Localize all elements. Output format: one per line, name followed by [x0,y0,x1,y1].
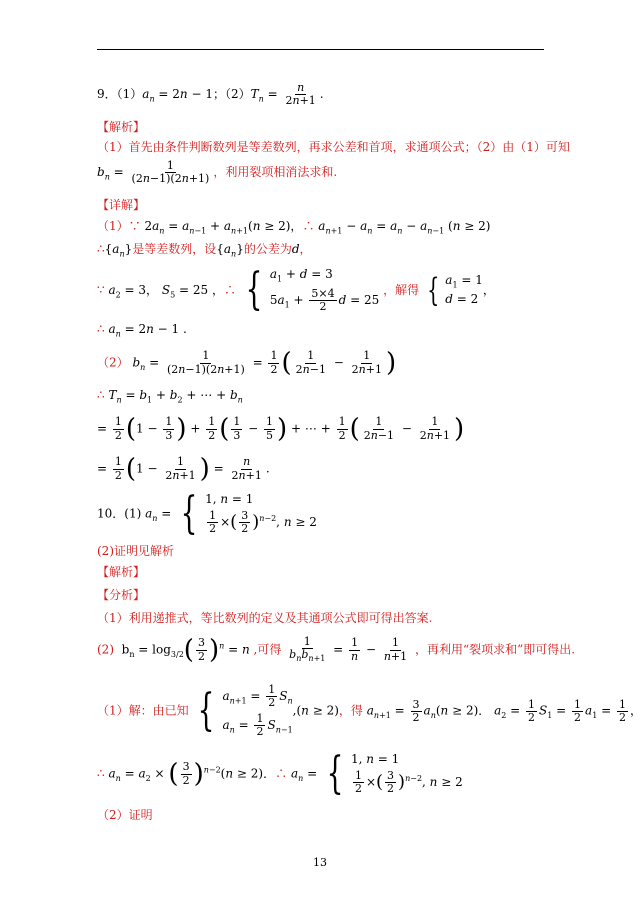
p10-answer: 10．(1) $a_n$ = { 1, n = 1 $\frac{1}{2}$ ×( $\frac{3}{2}$ )$^{n-2}$, n ≥ 2 [97,488,317,539]
p10-answer-2: (2)证明见解析 [97,544,174,558]
p9-detail-7: = $\frac{1}{2}$ (1 − $\frac{1}{3}$ ) + $\frac{1}{2}$ ( $\frac{1}{3}$ − $\frac{1}{5}$ ) + ⋯ + $\frac{1}{2}$ ( $\frac{1}{2n-1}$ − $\frac{1}{2n+1}$ ) [97,414,465,444]
p10-solution-3: （2）证明 [97,808,153,822]
p10-fenxi-tag: 【分析】 [97,588,146,602]
p10-fenxi-2: (2) $b_n = \log_{3/2}$( $\frac{3}{2}$ )$^n$ = n ,可得 $\frac{1}{b_nb_{n+1}}$ = $\frac{1}{n}$ − $\frac{1}{n+1}$ ，再利用“裂项求和”即可得出. [97,635,576,666]
p9-detail-8: = $\frac{1}{2}$ (1 − $\frac{1}{2n+1}$ ) = $\frac{n}{2n+1}$ . [97,454,270,484]
p10-fenxi-1: （1）利用递推式，等比数列的定义及其通项公式即可得出答案. [97,611,433,625]
p9-detail-2: $\therefore\{a_n\}$是等差数列，设$\{a_n\}$的公差为d， [97,242,312,259]
p9-detail-1: （1）∵ $2a_n = a_{n-1} + a_{n+1}(n \ge 2)$，∴ $a_{n+1} - a_n = a_n - a_{n-1}$ (n ≥ 2) [97,219,491,236]
p9-detail-5: （2） $b_n$ = $\frac{1}{(2n-1)(2n+1)}$ = $\frac{1}{2}$ ( $\frac{1}{2n-1}$ − $\frac{1}{2n+1}$ ) [97,348,397,378]
p9-detail-4: ∴ $a_n = 2n - 1$ . [97,322,187,339]
p9-xiangjie-tag: 【详解】 [97,198,146,212]
p9-detail-3: ∵ $a_2 = 3$， $S_5 = 25$ ，∴ { $a_1 + d = 3$ $5a_1$ + $\frac{5\times 4}{2}$ d = 25 ，解得 { $a_1 = 1$ d = 2 ， [97,264,495,316]
header-rule [97,49,544,50]
p10-solution-1: （1）解：由已知 { $a_{n+1}$ = $\frac{1}{2}$ $S_n$ $a_n$ = $\frac{1}{2}$ $S_{n-1}$ ,(n ≥ 2)，得 $a_{n+1}$ = $\frac{3}{2}$ $a_n(n \ge 2)$． $a_2$ = $\frac{1}{2}$ $S_1$ = $\frac{1}{2}$ $a_1$ = $\frac{1}{2}$ ， [97,683,642,739]
p9-jiexi-tag: 【解析】 [97,120,146,134]
p9-answer: 9．$(1)a_n = 2n - 1$；$(2)T_n$ = $\frac{n}{2n+1}$ . [97,81,324,108]
p10-solution-2: ∴ $a_n = a_2$ × ( $\frac{3}{2}$ )$^{n-2}$(n ≥ 2)．∴ $a_n$ = { 1, n = 1 $\frac{1}{2}$ ×( $\frac{3}{2}$ )$^{n-2}$, n ≥ 2 [97,748,463,799]
p9-detail-6: ∴ $T_n = b_1 + b_2$ + ⋯ + $b_n$ [97,388,243,405]
page-number: 13 [313,856,327,869]
p9-jiexi-line2: $b_n$ = $\frac{1}{(2n-1)(2n+1)}$ ，利用裂项相消法求和. [97,159,338,186]
p9-jiexi-line1: （1）首先由条件判断数列是等差数列，再求公差和首项，求通项公式；（2）由（1）可知 [97,140,570,154]
p10-jiexi-tag: 【解析】 [97,565,146,579]
